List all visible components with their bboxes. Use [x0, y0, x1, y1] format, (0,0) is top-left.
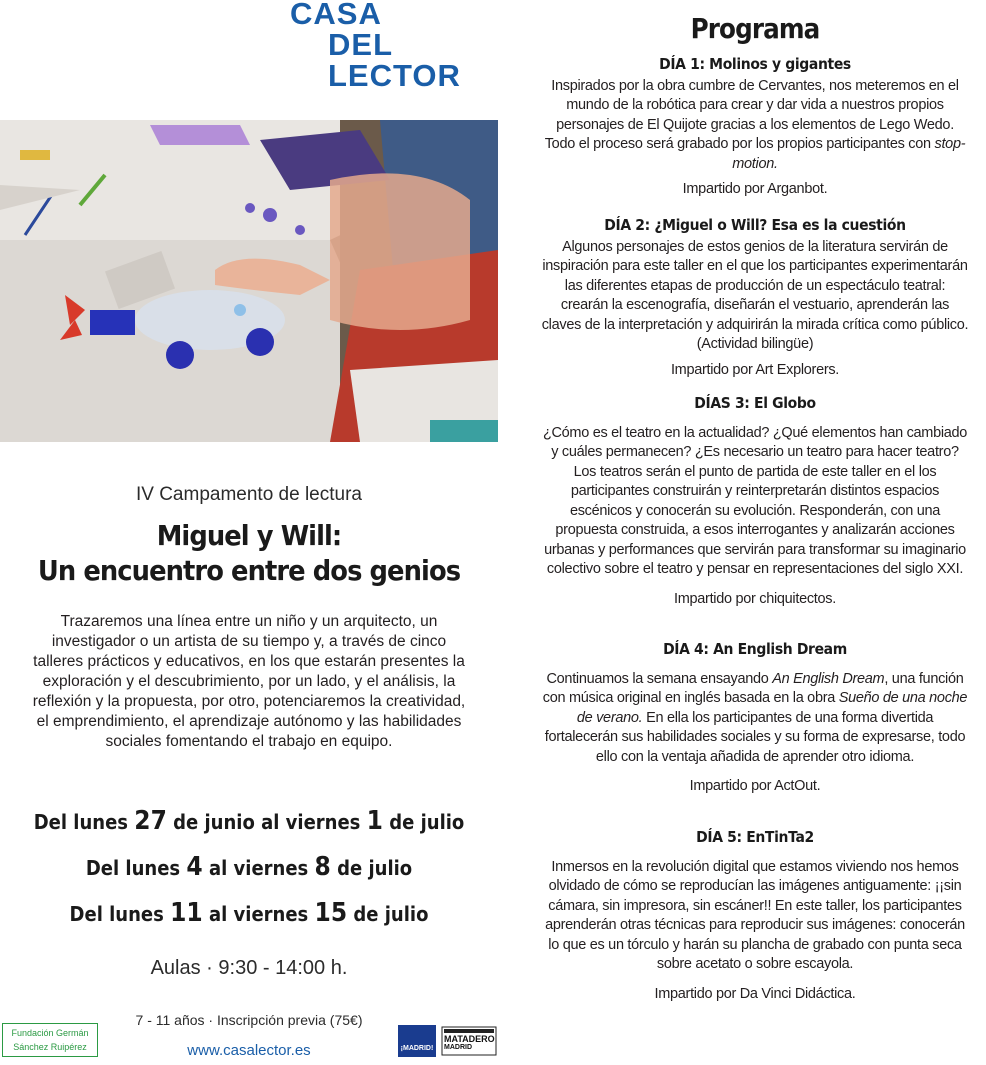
date-line-3: Del lunes 11 al viernes 15 de julio	[69, 898, 429, 928]
casa-del-lector-logo	[290, 0, 461, 91]
day-4-text: Continuamos la semana ensayando An English Dream, una función con música original en inglés basada en la obra Sueño de una noche de verano. En ella los participantes de una forma divertida fortalecerán sus habilidades sociales y su forma de expresarse, todo ello con la ventaja añadida de aprender otro idioma.	[542, 670, 968, 765]
ages-registration: 7 - 11 años · Inscripción previa (75€)	[135, 1012, 363, 1028]
program-column	[540, 0, 970, 1065]
day-2-instructor: Impartido por Art Explorers.	[670, 361, 840, 378]
event-title-line-1: Miguel y Will:	[156, 519, 342, 552]
event-title-line-2: Un encuentro entre dos genios	[37, 554, 461, 587]
schedule-text: Aulas · 9:30 - 14:00 h.	[150, 957, 348, 979]
day-1-heading: DÍA 1: Molinos y gigantes	[659, 55, 851, 73]
matadero-madrid-text: MADRID	[444, 1044, 472, 1051]
day-2-text: Algunos personajes de estos genios de la literatura servirán de inspiración para este taller en el que los participantes experimentarán las diferentes etapas de producción de un espectáculo teatral: crearán la escenografía, diseñarán el vestuario, aprenderán las claves de la interpretación y adquirirán la mirada crítica como público. (Actividad bilingüe)	[541, 238, 969, 352]
day-5-heading: DÍA 5: EnTinTa2	[696, 828, 814, 846]
logo-line-2: DEL	[328, 27, 393, 62]
event-intro: Trazaremos una línea entre un niño y un arquitecto, un investigador o un artista de su tiempo y, a través de cinco talleres prácticos y educativos, en los que estarán presentes la exploración y el descubrimiento, por un lado, y el análisis, la reflexión y la propuesta, por otro, potenciaremos la creatividad, el emprendimiento, el aprendizaje autónomo y las habilidades sociales fomentando el trabajo en equipo.	[32, 613, 466, 750]
logo-line-3: LECTOR	[328, 58, 461, 93]
day-4-heading: DÍA 4: An English Dream	[663, 640, 847, 658]
date-line-1: Del lunes 27 de junio al viernes 1 de julio	[33, 806, 465, 836]
day-4-instructor: Impartido por ActOut.	[689, 778, 821, 794]
day-5-instructor: Impartido por Da Vinci Didáctica.	[654, 985, 856, 1002]
day-3-text: ¿Cómo es el teatro en la actualidad? ¿Qué elementos han cambiado y cuáles permanecen? ¿Es necesario un teatro para hacer teatro? Los teatros serán el punto de partida de este taller en el los participantes construirán y reinterpretarán distintos espacios escénicos y conocerán su evolución. Responderán, con una propuesta construida, a esos interrogantes y analizarán acciones urbanas y performances que servirán para transformar su imaginario colectivo sobre el teatro y pensar en representaciones del siglo XXI.	[542, 424, 968, 577]
day-3-instructor: Impartido por chiquitectos.	[674, 590, 836, 607]
day-5	[540, 828, 970, 1004]
workshop-photo	[0, 120, 498, 442]
day-5-text: Inmersos en la revolución digital que estamos viviendo nos hemos olvidado de cómo se reproducían las imágenes antiguamente: ¡¡sin cámara, sin impresora, sin escáner!! En este taller, los participantes aprenderán otras técnicas para reproducir sus imágenes: conocerán lo que es un tórculo y harán su plancha de grabado con punta seca sobre acetato o sobre escayola.	[545, 858, 965, 972]
matadero-text: MATADERO	[444, 1034, 495, 1044]
day-1-text: Inspirados por la obra cumbre de Cervantes, nos meteremos en el mundo de la robótica para crear y dar vida a nuestros propios personajes de El Quijote gracias a los elementos de Lego Wedo. Todo el proceso será grabado por los propios participantes con	[544, 77, 959, 152]
logo-line-1: CASA	[290, 0, 382, 31]
madrid-text: ¡MADRID!	[400, 1045, 434, 1052]
day-2	[540, 216, 970, 380]
day-2-heading: DÍA 2: ¿Miguel o Will? Esa es la cuestión	[604, 216, 906, 234]
event-subtitle: IV Campamento de lectura	[135, 484, 362, 505]
day-1-instructor: Impartido por Arganbot.	[682, 181, 828, 197]
program-title: Programa	[690, 12, 820, 45]
day-4	[540, 640, 970, 797]
date-line-2: Del lunes 4 al viernes 8 de julio	[85, 852, 413, 882]
day-1: DÍA 1: Molinos y gigantes Inspirados por la obra cumbre de Cervantes, nos meteremos en el mundo de la robótica para crear y dar vida a nuestros propios personajes de El Quijote gracias a los elementos de Lego Wedo. Todo el proceso será grabado por los propios participantes con stop-motion. Impartido por Arganbot.	[540, 55, 970, 200]
day-3	[540, 394, 970, 609]
day-3-heading: DÍAS 3: El Globo	[694, 394, 816, 412]
website-link[interactable]: www.casalector.es	[187, 1042, 311, 1059]
event-title	[20, 518, 478, 588]
fgsr-logo: Fundación Germán Sánchez Ruipérez	[2, 1023, 98, 1057]
matadero-madrid-logo	[398, 1025, 498, 1057]
